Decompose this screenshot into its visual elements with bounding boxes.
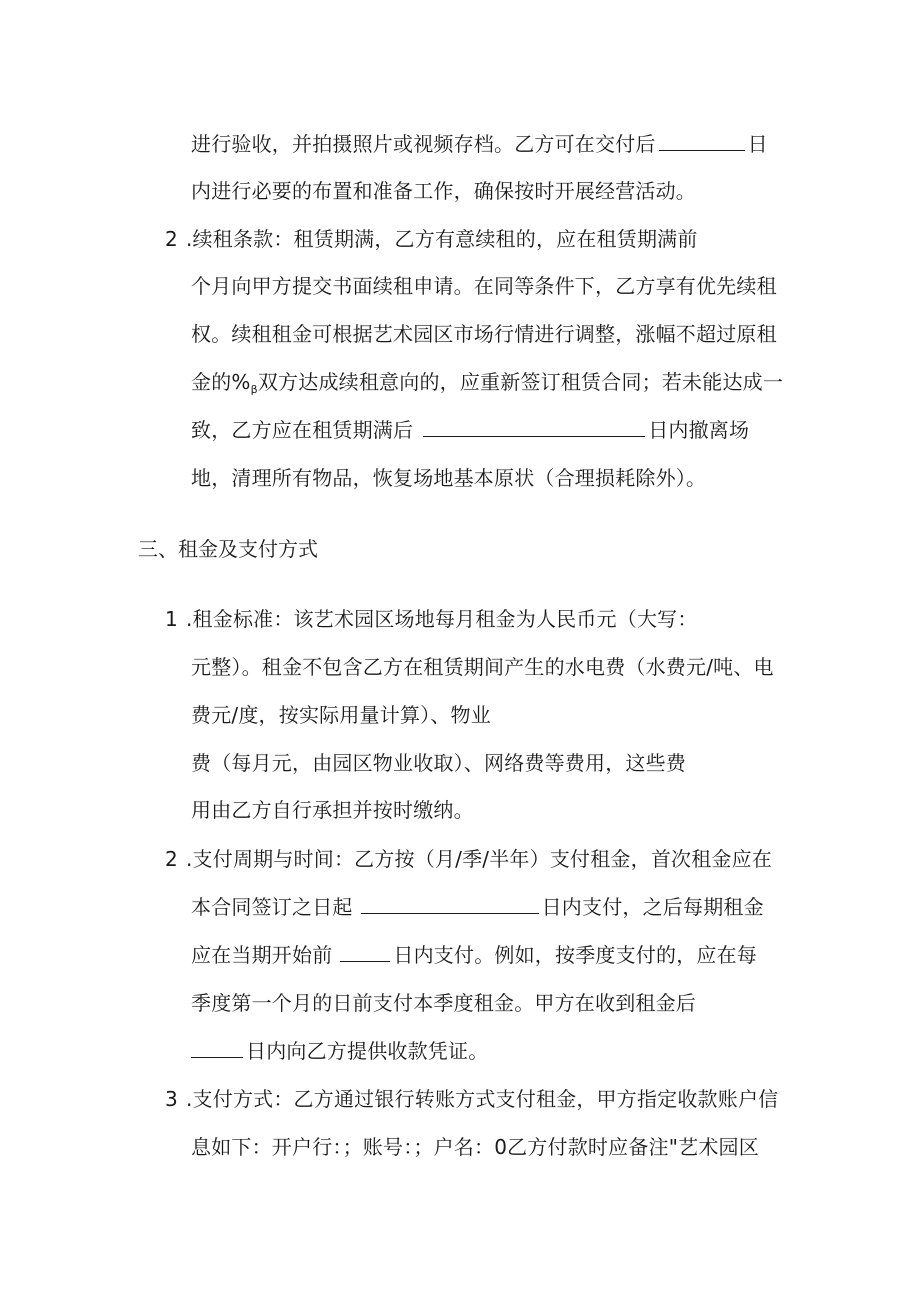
text-segment: 费元/度，按实际用量计算）、物业 (191, 703, 491, 727)
text-segment: 日内向乙方提供收款凭证。 (246, 1039, 489, 1063)
text-segment: 权。续租租金可根据艺术园区市场行情进行调整，涨幅不超过原租 (191, 322, 777, 346)
fill-blank (340, 943, 390, 962)
text-segment: 地，清理所有物品，恢复场地基本原状（合理损耗除外）。 (191, 466, 707, 490)
text-segment: 金的% (191, 370, 251, 394)
text-segment: 进行验收，并拍摄照片或视频存档。乙方可在交付后 (191, 132, 656, 156)
paragraph-line (191, 942, 757, 968)
text-segment: 日 (747, 132, 768, 156)
fill-blank (361, 895, 539, 914)
text-segment: .支付周期与时间：乙方按（月/季/半年）支付租金，首次租金应在 (186, 847, 773, 871)
text-segment: 息如下：开户行：；账号：；户名：0乙方付款时应备注"艺术园区 (191, 1135, 759, 1159)
paragraph-line (191, 702, 491, 728)
paragraph-line (191, 894, 764, 920)
paragraph-line (186, 1086, 778, 1112)
subscript-mark: β (250, 383, 258, 396)
paragraph-line (191, 178, 696, 204)
paragraph-line (191, 131, 768, 157)
list-number: 3 (165, 1087, 178, 1111)
paragraph-line (191, 273, 777, 299)
text-segment: 个月向甲方提交书面续租申请。在同等条件下，乙方享有优先续租 (191, 274, 777, 298)
fill-blank (423, 418, 645, 437)
paragraph-line (191, 1134, 759, 1160)
text-segment: 内进行必要的布置和准备工作，确保按时开展经营活动。 (191, 179, 696, 203)
text-segment: 日内支付。例如，按季度支付的，应在每 (393, 943, 758, 967)
paragraph-line (191, 797, 474, 823)
text-segment: 用由乙方自行承担并按时缴纳。 (191, 798, 474, 822)
list-number: 2 (165, 847, 178, 871)
paragraph-line (191, 654, 774, 680)
paragraph-line (191, 417, 749, 443)
text-segment: 季度第一个月的日前支付本季度租金。甲方在收到租金后 (191, 991, 696, 1015)
paragraph-line (191, 1038, 488, 1064)
paragraph-line (191, 465, 706, 491)
paragraph-line (191, 990, 696, 1016)
text-segment: .支付方式：乙方通过银行转账方式支付租金，甲方指定收款账户信 (186, 1087, 779, 1111)
paragraph-line (186, 846, 772, 872)
fill-blank (191, 1039, 243, 1058)
section-heading: 三、租金及支付方式 (138, 537, 318, 561)
paragraph-line (191, 750, 686, 776)
text-segment: 双方达成续租意向的，应重新签订租赁合同；若未能达成一 (257, 370, 784, 394)
fill-blank (659, 132, 745, 151)
text-segment: 致，乙方应在租赁期满后 (191, 418, 414, 442)
text-segment: 日内支付，之后每期租金 (541, 895, 764, 919)
paragraph-line (186, 226, 698, 252)
text-segment: .租金标准：该艺术园区场地每月租金为人民币元（大写： (186, 607, 698, 631)
paragraph-line (191, 321, 777, 347)
text-segment: 元整）。租金不包含乙方在租赁期间产生的水电费（水费元/吨、电 (191, 655, 774, 679)
text-segment: 费（每月元，由园区物业收取）、网络费等费用，这些费 (191, 751, 686, 775)
paragraph-line (186, 606, 698, 632)
paragraph-line (191, 369, 783, 403)
text-segment: 本合同签订之日起 (191, 895, 353, 919)
text-segment: .续租条款：租赁期满，乙方有意续租的，应在租赁期满前 (186, 227, 698, 251)
list-number: 2 (165, 227, 178, 251)
text-segment: 日内撤离场 (648, 418, 750, 442)
list-number: 1 (165, 607, 178, 631)
text-segment: 应在当期开始前 (191, 943, 333, 967)
